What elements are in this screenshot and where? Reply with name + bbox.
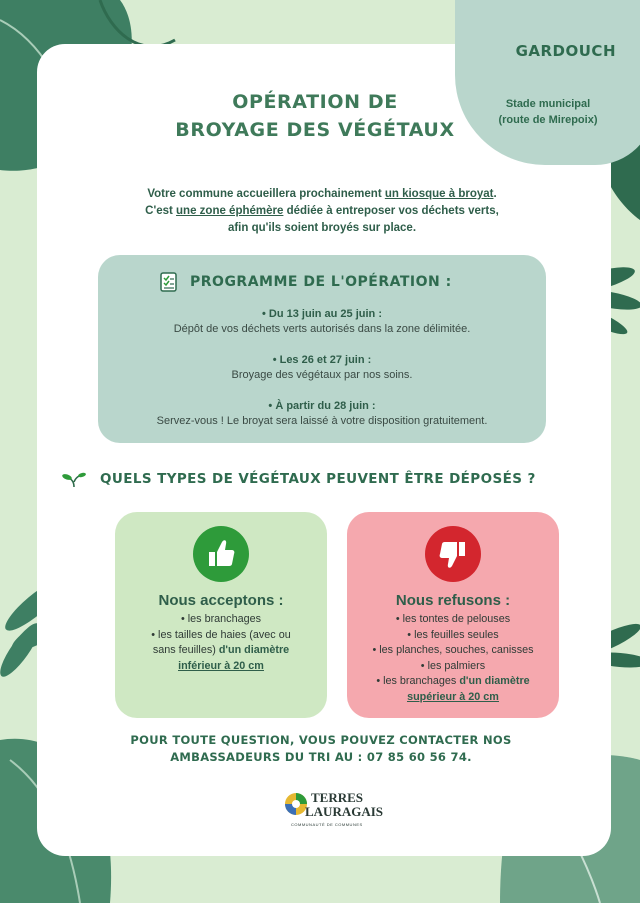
programme-title: PROGRAMME DE L'OPÉRATION :	[190, 274, 452, 290]
sprout-icon	[62, 470, 86, 488]
programme-item	[108, 307, 536, 337]
refused-list	[355, 612, 551, 705]
list-item: • les branchages	[180, 613, 261, 625]
decorative-blob	[455, 0, 640, 165]
programme-item	[108, 353, 536, 383]
list-item-text: sans feuilles)	[152, 644, 219, 656]
thumbs-down-badge	[425, 526, 481, 582]
logo-line-3: COMMUNAUTÉ DE COMMUNES	[291, 822, 363, 827]
refused-title: Nous refusons :	[395, 592, 511, 609]
accepted-list	[123, 612, 319, 674]
contact-line-1: POUR TOUTE QUESTION, VOUS POUVEZ CONTACTER NOS	[130, 733, 512, 747]
list-item	[355, 690, 551, 706]
programme-header	[158, 271, 452, 293]
logo-line-2: LAURAGAIS	[305, 804, 384, 819]
page-title	[150, 88, 480, 144]
intro-text-part: .	[493, 188, 497, 200]
refused-box	[347, 512, 559, 718]
list-item: • les tontes de pelouses	[395, 613, 511, 625]
list-item	[355, 674, 551, 690]
programme-date: • À partir du 28 juin :	[268, 400, 376, 412]
thumbs-up-icon	[193, 526, 249, 582]
title-line-1: OPÉRATION DE	[232, 91, 398, 113]
thumbs-up-badge	[193, 526, 249, 582]
terres-lauragais-logo	[283, 788, 384, 834]
kiosk-link[interactable]: un kiosque à broyat	[384, 188, 494, 200]
diameter-condition: d'un diamètre	[218, 644, 290, 656]
programme-date: • Du 13 juin au 25 juin :	[262, 308, 382, 320]
list-item	[123, 659, 319, 675]
intro-text-part: Votre commune accueillera prochainement	[147, 188, 385, 200]
checklist-icon	[158, 271, 180, 293]
intro-line-2	[100, 203, 544, 220]
list-item	[123, 643, 319, 659]
intro-text-part: C'est	[145, 205, 177, 217]
contact-line-2[interactable]: AMBASSADEURS DU TRI AU : 07 85 60 56 74.	[170, 750, 472, 764]
programme-box	[98, 255, 546, 443]
list-item-text: • les branchages	[376, 675, 460, 687]
intro-text	[100, 186, 544, 237]
programme-text: Servez-vous ! Le broyat sera laissé à votre disposition gratuitement.	[156, 415, 488, 427]
town-name: GARDOUCH	[515, 42, 616, 60]
question-header	[62, 470, 536, 488]
diameter-limit: supérieur à 20 cm	[407, 690, 499, 703]
thumbs-down-icon	[425, 526, 481, 582]
intro-line-1	[100, 186, 544, 203]
accepted-box	[115, 512, 327, 718]
venue-info	[478, 96, 618, 128]
logo-line-1: TERRES	[311, 790, 364, 805]
programme-date: • Les 26 et 27 juin :	[272, 354, 372, 366]
list-item: • les palmiers	[420, 659, 486, 672]
title-line-2: BROYAGE DES VÉGÉTAUX	[175, 119, 455, 141]
venue-line-2: (route de Mirepoix)	[498, 114, 598, 126]
intro-line-3: afin qu'ils soient broyés sur place.	[227, 222, 417, 234]
programme-text: Broyage des végétaux par nos soins.	[231, 369, 413, 381]
programme-item	[108, 399, 536, 429]
intro-text-part: dédiée à entreposer vos déchets verts,	[283, 205, 499, 217]
diameter-limit: inférieur à 20 cm	[178, 659, 264, 672]
venue-line-1: Stade municipal	[505, 98, 591, 110]
list-item: • les tailles de haies (avec ou	[151, 628, 291, 641]
question-title: QUELS TYPES DE VÉGÉTAUX PEUVENT ÊTRE DÉPOSÉS ?	[100, 471, 536, 487]
programme-text: Dépôt de vos déchets verts autorisés dans la zone délimitée.	[173, 323, 471, 335]
list-item: • les feuilles seules	[407, 628, 499, 641]
list-item: • les planches, souches, canisses	[372, 644, 534, 656]
contact-info	[120, 732, 522, 766]
accepted-title: Nous acceptons :	[158, 592, 284, 609]
ephemeral-zone-link[interactable]: une zone éphémère	[176, 205, 284, 217]
diameter-condition: d'un diamètre	[459, 675, 530, 687]
